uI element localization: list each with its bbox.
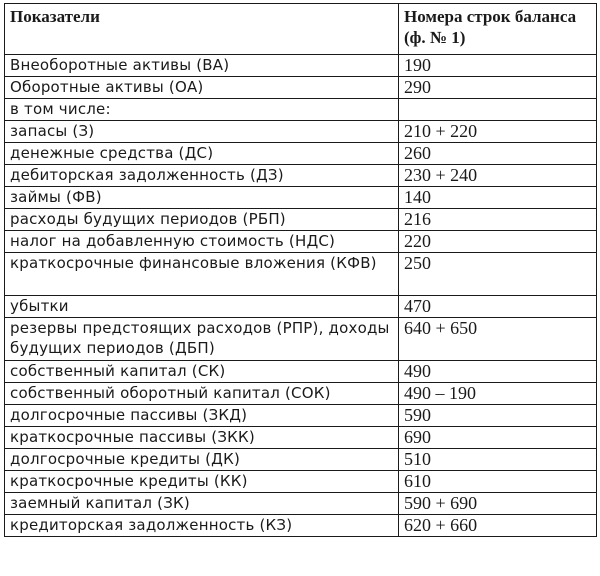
indicator-cell: долгосрочные кредиты (ДК) bbox=[5, 449, 399, 471]
table-row bbox=[5, 296, 597, 318]
balance-indicators-table bbox=[4, 3, 597, 537]
indicator-cell: денежные средства (ДС) bbox=[5, 143, 399, 165]
line-number-cell: 490 – 190 bbox=[399, 383, 597, 405]
line-number-cell: 210 + 220 bbox=[399, 121, 597, 143]
indicator-cell: резервы предстоящих расходов (РПР), доходы будущих периодов (ДБП) bbox=[5, 318, 399, 361]
indicator-cell: налог на добавленную стоимость (НДС) bbox=[5, 231, 399, 253]
indicator-cell: в том числе: bbox=[5, 99, 399, 121]
indicator-cell: заемный капитал (ЗК) bbox=[5, 493, 399, 515]
line-number-cell: 290 bbox=[399, 77, 597, 99]
line-number-cell: 620 + 660 bbox=[399, 515, 597, 537]
line-number-cell: 220 bbox=[399, 231, 597, 253]
indicator-cell: расходы будущих периодов (РБП) bbox=[5, 209, 399, 231]
indicator-cell: собственный оборотный капитал (СОК) bbox=[5, 383, 399, 405]
table-row bbox=[5, 471, 597, 493]
table-row bbox=[5, 405, 597, 427]
line-number-cell: 230 + 240 bbox=[399, 165, 597, 187]
table-row bbox=[5, 427, 597, 449]
table-row bbox=[5, 209, 597, 231]
table-row bbox=[5, 361, 597, 383]
table-row bbox=[5, 165, 597, 187]
line-number-cell bbox=[399, 99, 597, 121]
table-row bbox=[5, 143, 597, 165]
line-number-cell: 590 bbox=[399, 405, 597, 427]
indicator-cell: долгосрочные пассивы (ЗКД) bbox=[5, 405, 399, 427]
table-row bbox=[5, 77, 597, 99]
indicator-cell: кредиторская задолженность (КЗ) bbox=[5, 515, 399, 537]
table-row bbox=[5, 318, 597, 361]
table-row bbox=[5, 121, 597, 143]
table-row bbox=[5, 231, 597, 253]
indicator-cell: Внеоборотные активы (ВА) bbox=[5, 55, 399, 77]
indicator-cell: краткосрочные кредиты (КК) bbox=[5, 471, 399, 493]
table-row bbox=[5, 493, 597, 515]
table-row bbox=[5, 253, 597, 296]
line-number-cell: 590 + 690 bbox=[399, 493, 597, 515]
table-row bbox=[5, 383, 597, 405]
line-number-cell: 140 bbox=[399, 187, 597, 209]
line-number-cell: 190 bbox=[399, 55, 597, 77]
line-number-cell: 216 bbox=[399, 209, 597, 231]
indicator-cell: Оборотные активы (ОА) bbox=[5, 77, 399, 99]
table-row bbox=[5, 187, 597, 209]
indicator-cell: собственный капитал (СК) bbox=[5, 361, 399, 383]
line-number-cell: 510 bbox=[399, 449, 597, 471]
line-number-cell: 640 + 650 bbox=[399, 318, 597, 361]
header-balance-line-numbers: Номера строк баланса (ф. № 1) bbox=[399, 4, 597, 55]
indicator-cell: запасы (З) bbox=[5, 121, 399, 143]
indicator-cell: краткосрочные финансовые вложения (КФВ) bbox=[5, 253, 399, 296]
table-row bbox=[5, 99, 597, 121]
indicator-cell: займы (ФВ) bbox=[5, 187, 399, 209]
line-number-cell: 610 bbox=[399, 471, 597, 493]
indicator-cell: убытки bbox=[5, 296, 399, 318]
line-number-cell: 250 bbox=[399, 253, 597, 296]
header-indicators: Показатели bbox=[5, 4, 399, 55]
table-row bbox=[5, 449, 597, 471]
table-header-row bbox=[5, 4, 597, 55]
balance-table-container bbox=[4, 3, 596, 537]
line-number-cell: 260 bbox=[399, 143, 597, 165]
table-row bbox=[5, 55, 597, 77]
table-row bbox=[5, 515, 597, 537]
indicator-cell: краткосрочные пассивы (ЗКК) bbox=[5, 427, 399, 449]
line-number-cell: 490 bbox=[399, 361, 597, 383]
line-number-cell: 470 bbox=[399, 296, 597, 318]
indicator-cell: дебиторская задолженность (ДЗ) bbox=[5, 165, 399, 187]
line-number-cell: 690 bbox=[399, 427, 597, 449]
